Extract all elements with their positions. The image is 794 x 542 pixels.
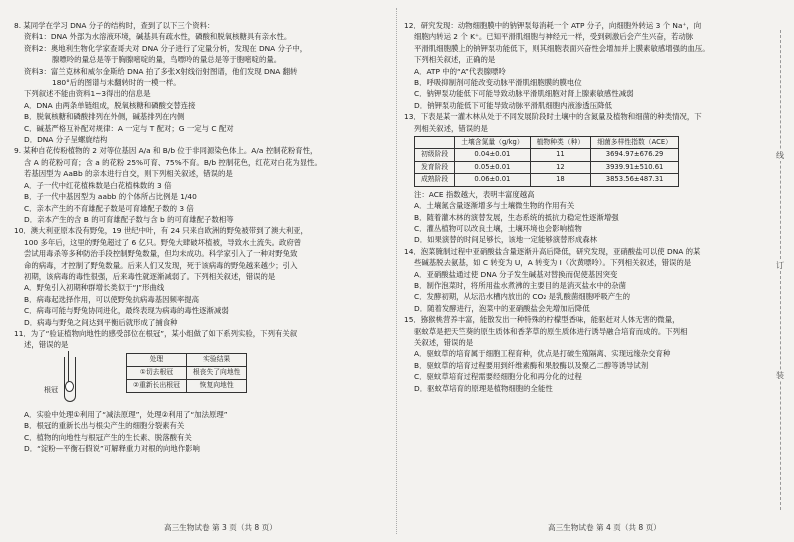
option-a: A．ATP 中的“A”代表腺嘌呤 — [414, 66, 506, 76]
option-d: D．随着发酵进行，泡菜中的亚硝酸盐会先增加后降低 — [414, 303, 590, 313]
question-12-line: 细胞内转运 2 个 K⁺。已知平滑肌细胞与神经元一样，受到刺激后会产生兴奋，若动脉 — [414, 32, 694, 42]
question-15-line: 15．猕猴桃营养丰富，能散发出一种特殊的柠檬型香味，能驱赶对人体无害的微量， — [404, 315, 680, 325]
table-row — [127, 366, 247, 379]
table-cell: 0.05±0.01 — [455, 161, 530, 173]
question-15-line: 关叙述，错误的是 — [414, 337, 474, 347]
question-13-line: 13．下表是某一灌木林从处于不同发展阶段时土壤中的含氮量及植物和细菌的种类情况，下 — [404, 112, 702, 122]
page-3 — [14, 20, 386, 454]
table-cell: 根丧失了向地性 — [186, 366, 247, 379]
table-row — [415, 161, 679, 173]
question-14-line: 些碱基脱去氨基，如 C 转变为 U，A 转变为 I（次黄嘌呤）。下列相关叙述，错误的是 — [414, 258, 692, 268]
table-cell: 恢复向地性 — [186, 379, 247, 392]
question-13-line: 列相关叙述，错误的是 — [414, 123, 488, 133]
question-9-line: 9. 某种自花传粉植物的 2 对等位基因 A/a 和 B/b 位于非同源染色体上。A/a 控制花粉育性， — [14, 146, 318, 156]
option-c: C．驱蚊草培育过程需要经细胞分化和再分化的过程 — [414, 372, 582, 382]
table-row — [415, 149, 679, 161]
page-3-footer: 高三生物试卷 第 3 页（共 8 页） — [164, 523, 277, 532]
material-2-cont: 腺嘌呤的量总是等于胸腺嘧啶的量，鸟嘌呤的量总是等于胞嘧啶的量。 — [52, 55, 282, 65]
option-b: B．脱氧核糖和磷酸排列在外侧，碱基排列在内侧 — [24, 112, 185, 122]
binding-gutter — [772, 30, 788, 510]
question-10-line: 命的病毒，才控制了野兔数量。后来人们又发现，死于该病毒的野兔越来越少；引入 — [24, 260, 298, 270]
option-c: C．灌丛植物可以改良土壤，土壤环境也会影响植物 — [414, 223, 582, 233]
table-cell: 发育阶段 — [415, 161, 455, 173]
question-10 — [14, 225, 386, 328]
table-cell: 18 — [530, 174, 591, 186]
option-d: D．亲本产生的含 B 的可育雄配子数与含 b 的可育雄配子数相等 — [24, 214, 234, 224]
question-11 — [14, 328, 386, 454]
option-b: B．随着灌木林的演替发展，生态系统的抵抗力稳定性逐渐增强 — [414, 212, 619, 222]
page-4 — [404, 20, 762, 394]
question-10-line: 100 多年后，这里的野兔超过了 6 亿只。野兔大肆破坏植被，导致水土流失。政府曾 — [24, 237, 302, 247]
option-b: B．病毒起选择作用，可以使野兔抗病毒基因频率提高 — [24, 294, 200, 304]
table-header — [415, 137, 455, 149]
option-a: A．实验中处理①利用了“减法原理”，处理②利用了“加法原理” — [24, 409, 228, 419]
question-9-line: 含 A 的花粉可育；含 a 的花粉 25%可育、75%不育。B/b 控制花色，红花对白花为显性。 — [24, 157, 322, 167]
table-cell: ①切去根冠 — [127, 366, 187, 379]
question-12-line: 平滑肌细胞膜上的钠钾泵功能低下，则其细胞表面兴奋性会增加并上膜素敏感增强的血压。 — [414, 43, 710, 53]
option-b: B．呼吸抑制剂可能改变动脉平滑肌细胞膜的膜电位 — [414, 78, 582, 88]
table-cell: 3939.91±510.61 — [591, 161, 679, 173]
option-b: B．根冠的重新长出与根尖产生的细胞分裂素有关 — [24, 421, 185, 431]
question-14 — [404, 246, 762, 314]
experiment-table — [126, 353, 247, 393]
experiment-figure — [14, 353, 386, 407]
test-tube-drawing — [64, 357, 76, 402]
gutter-mark-line: 线 — [776, 151, 784, 160]
material-2: 资料2：奥地利生物化学家查哥夫对 DNA 分子进行了定量分析，发现在 DNA 分子中， — [24, 43, 308, 53]
table-cell: ②重新长出根冠 — [127, 379, 187, 392]
table-header: 土壤含氮量（g/kg） — [455, 137, 530, 149]
option-a: A．驱蚊草的培育属于细胞工程育种，优点是打破生殖隔离、实现远缘杂交育种 — [414, 349, 671, 359]
gutter-mark-order: 订 — [776, 261, 784, 270]
soil-table — [414, 136, 679, 187]
table-cell: 0.04±0.01 — [455, 149, 530, 161]
question-14-line: 14．泡菜腌制过程中亚硝酸盐含量逐渐升高后降低，研究发现，亚硝酸盐可以使 DNA 的某 — [404, 246, 701, 256]
question-11-line: 11．为了“验证植物向地性的感受部位在根冠”，某小组做了如下系列实验，下列有关叙 — [14, 328, 298, 338]
question-12-line: 下列相关叙述，正确的是 — [414, 55, 496, 65]
question-9 — [14, 145, 386, 225]
option-d: D．病毒与野兔之间达到平衡后就形成了捕食种 — [24, 317, 178, 327]
table-cell: 11 — [530, 149, 591, 161]
question-8-head: 8. 某同学在学习 DNA 分子的结构时，查到了以下三个资料： — [14, 21, 215, 30]
table-cell: 12 — [530, 161, 591, 173]
option-d: D．驱蚊草培育的原理是植物细胞的全能性 — [414, 383, 553, 393]
page-divider — [396, 8, 397, 534]
option-a: A．野兔引入初期种群增长类似于“J”形曲线 — [24, 283, 165, 293]
option-d: D．钠钾泵功能低下可能导致动脉平滑肌细胞内液渗透压降低 — [414, 100, 612, 110]
option-b: B．驱蚊草的培育过程要用到纤维素酶和果胶酶以及聚乙二醇等诱导试剂 — [414, 360, 649, 370]
table-row — [127, 379, 247, 392]
option-c: C．碱基严格互补配对规律：A 一定与 T 配对；G 一定与 C 配对 — [24, 123, 234, 133]
option-c: C．病毒可能与野兔协同进化，最终表现为病毒的毒性逐渐减弱 — [24, 306, 229, 316]
option-c: C．钠钾泵功能低下可能导致动脉平滑肌细胞对肾上腺素敏感性减弱 — [414, 89, 634, 99]
page-4-footer: 高三生物试卷 第 4 页（共 8 页） — [548, 523, 661, 532]
question-11-line: 述，错误的是 — [24, 340, 69, 350]
question-13 — [404, 111, 762, 245]
seed-drawing — [65, 381, 74, 392]
table-header: 处理 — [127, 353, 187, 366]
question-10-line: 初期，该病毒的毒性很强，后来毒性就逐渐减弱了。下列相关叙述，错误的是 — [24, 271, 276, 281]
table-cell: 3853.56±487.31 — [591, 174, 679, 186]
material-1: 资料1：DNA 外部为水溶液环境，碱基具有疏水性，磷酸和脱氧核糖具有亲水性。 — [24, 32, 292, 42]
table-cell: 0.06±0.01 — [455, 174, 530, 186]
table-cell: 3694.97±676.29 — [591, 149, 679, 161]
option-d: D．DNA 分子呈螺旋结构 — [24, 135, 108, 145]
question-15 — [404, 314, 762, 394]
option-b: B．子一代中基因型为 aabb 的个体所占比例是 1/40 — [24, 192, 197, 202]
table-header: 实验结果 — [186, 353, 247, 366]
question-12-line: 12．研究发现：动物细胞膜中的钠钾泵每消耗一个 ATP 分子，向细胞外转运 3 个 Na⁺，向 — [404, 21, 702, 30]
option-c: C．植物的向地性与根冠产生的生长素、脱落酸有关 — [24, 432, 192, 442]
question-10-line: 尝试用毒杀等多种防治手段控制野兔数量，但均未成功。科学家引入了一种对野兔致 — [24, 249, 298, 259]
question-9-line: 若基因型为 AaBb 的亲本进行自交，则下列相关叙述，错误的是 — [24, 169, 233, 179]
question-8-stem: 下列叙述不能由资料1~3得出的信息是 — [24, 89, 151, 99]
question-8 — [14, 20, 386, 145]
root-cap-label: 根冠 — [44, 385, 58, 394]
material-3-cont: 180°后的图谱与未翻转时的一模一样。 — [52, 78, 181, 88]
option-a: A．子一代中红花植株数是白花植株数的 3 倍 — [24, 180, 172, 190]
option-c: C．亲本产生的不育雄配子数是可育雄配子数的 3 倍 — [24, 203, 194, 213]
option-a: A．土壤氮含量逐渐增多与土壤微生物的作用有关 — [414, 201, 575, 211]
material-3: 资料3：富兰克林和威尔金斯给 DNA 拍了多张X射线衍射图谱，他们发现 DNA 翻转 — [24, 66, 298, 76]
question-10-line: 10．澳大利亚原本没有野兔，19 世纪中叶，有 24 只来自欧洲的野兔被带到了澳大利亚， — [14, 226, 308, 236]
table-cell: 成熟阶段 — [415, 174, 455, 186]
table-header: 植物种类（种） — [530, 137, 591, 149]
table-header: 细菌多样性指数（ACE） — [591, 137, 679, 149]
option-a: A．DNA 由两条单链组成，脱氧核糖和磷酸交替连接 — [24, 100, 196, 110]
option-c: C．发酵初期，从坛沿水槽内放出的 CO₂ 是乳酸菌细胞呼吸产生的 — [414, 292, 630, 302]
option-d: D．“淀粉—平衡石假说”可解释重力对根的向地作影响 — [24, 444, 200, 453]
question-12 — [404, 20, 762, 111]
option-b: B．制作泡菜时，将所用盐水煮沸的主要目的是消灭盐水中的杂菌 — [414, 280, 627, 290]
table-cell: 初级阶段 — [415, 149, 455, 161]
option-a: A．亚硝酸盐通过使 DNA 分子发生碱基对替换而促使基因突变 — [414, 269, 618, 279]
table-note: 注：ACE 指数越大，表明丰富度越高 — [414, 189, 535, 199]
table-row — [415, 174, 679, 186]
gutter-mark-bind: 装 — [776, 371, 784, 380]
option-d: D．如果演替的时间足够长，该地一定能够演替形成森林 — [414, 235, 598, 245]
question-15-line: 驱蚊草是把天竺葵的原生质体和香茅草的原生质体进行诱导融合培育而成的。下列相 — [414, 326, 688, 336]
